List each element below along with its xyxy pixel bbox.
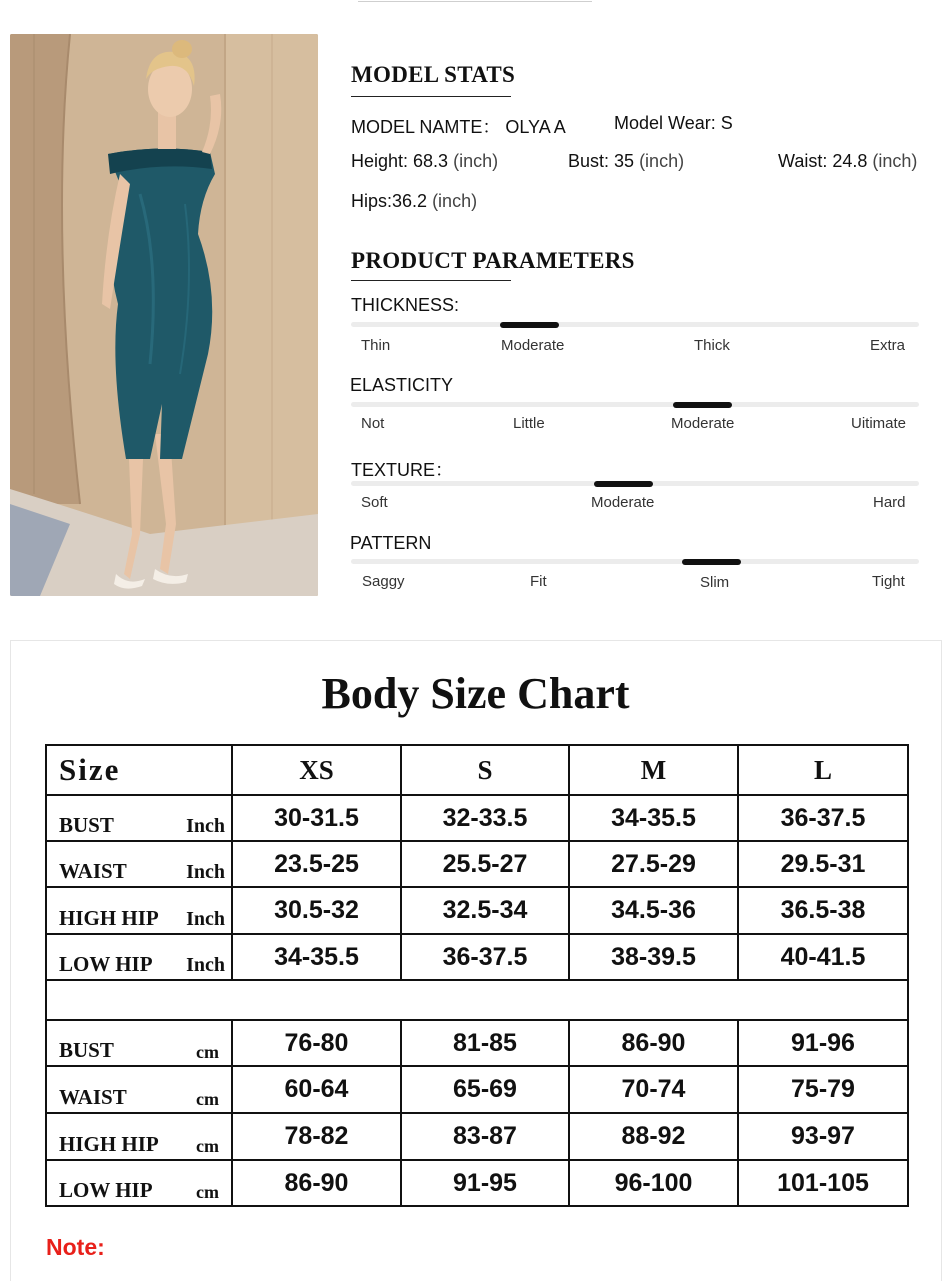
table-row	[46, 934, 908, 980]
param-title-pattern: PATTERN	[350, 533, 432, 553]
table-cell: 27.5-29	[569, 841, 738, 887]
thickness-tick-thin: Thin	[361, 337, 391, 354]
top-divider	[358, 1, 592, 2]
thickness-tick-extra: Extra	[870, 337, 906, 354]
model-hips	[351, 191, 477, 212]
row-unit: Inch	[186, 815, 225, 837]
size-table	[45, 744, 909, 1207]
table-row	[46, 887, 908, 934]
table-row	[46, 1160, 908, 1206]
model-wear: Model Wear: S	[614, 113, 733, 133]
pattern-tick-tight: Tight	[872, 573, 905, 590]
table-cell: 70-74	[569, 1066, 738, 1113]
model-photo	[10, 34, 318, 596]
thickness-tick-thick: Thick	[694, 337, 730, 354]
table-cell: 32.5-34	[401, 887, 569, 934]
param-title-thickness: THICKNESS:	[351, 295, 460, 315]
table-cell: 101-105	[738, 1160, 908, 1206]
row-label-cell	[46, 1020, 232, 1066]
hips-unit: (inch)	[432, 191, 478, 211]
row-label: HIGH HIP	[59, 1132, 159, 1156]
row-unit: cm	[196, 1182, 219, 1202]
table-cell: 91-96	[738, 1020, 908, 1066]
model-bust	[568, 151, 684, 172]
size-header-m: M	[569, 745, 738, 795]
product-parameters-heading: PRODUCT PARAMETERS	[351, 248, 635, 273]
product-parameters-underline	[351, 280, 511, 281]
row-label: LOW HIP	[59, 952, 153, 976]
bust-value: Bust: 35	[568, 151, 635, 171]
size-header-l: L	[738, 745, 908, 795]
size-header-s: S	[401, 745, 569, 795]
texture-track	[351, 481, 919, 486]
param-title-elasticity: ELASTICITY	[350, 375, 454, 395]
texture-tick-moderate: Moderate	[591, 494, 655, 511]
model-waist	[778, 151, 917, 172]
size-header-row	[46, 745, 908, 795]
table-cell: 96-100	[569, 1160, 738, 1206]
row-unit: Inch	[186, 954, 225, 976]
elasticity-indicator	[673, 402, 732, 408]
row-label-cell	[46, 841, 232, 887]
row-label: BUST	[59, 813, 114, 837]
elasticity-tick-little: Little	[513, 415, 545, 432]
thickness-indicator	[500, 322, 559, 328]
param-title-texture: TEXTURE：	[351, 460, 454, 480]
pattern-tick-fit: Fit	[530, 573, 547, 590]
row-label-cell	[46, 1066, 232, 1113]
table-cell: 93-97	[738, 1113, 908, 1160]
elasticity-tick-ultimate: Uitimate	[851, 415, 907, 432]
size-header-xs: XS	[232, 745, 401, 795]
table-cell: 32-33.5	[401, 795, 569, 841]
table-cell: 30.5-32	[232, 887, 401, 934]
table-cell: 88-92	[569, 1113, 738, 1160]
pattern-tick-saggy: Saggy	[362, 573, 405, 590]
model-name: MODEL NAMTE： OLYA A	[351, 117, 566, 137]
table-cell: 86-90	[232, 1160, 401, 1206]
table-row	[46, 841, 908, 887]
row-label: LOW HIP	[59, 1178, 153, 1202]
model-stats-heading: MODEL STATS	[351, 62, 516, 87]
table-cell: 36-37.5	[738, 795, 908, 841]
table-cell: 40-41.5	[738, 934, 908, 980]
row-label: BUST	[59, 1038, 114, 1062]
bust-unit: (inch)	[639, 151, 685, 171]
table-cell: 38-39.5	[569, 934, 738, 980]
texture-tick-soft: Soft	[361, 494, 388, 511]
pattern-tick-slim: Slim	[700, 574, 730, 591]
height-unit: (inch)	[453, 151, 499, 171]
row-label-cell	[46, 1113, 232, 1160]
model-stats-underline	[351, 96, 511, 97]
table-cell: 91-95	[401, 1160, 569, 1206]
row-label: WAIST	[59, 1085, 127, 1109]
table-row	[46, 1020, 908, 1066]
spacer-cell	[46, 980, 908, 1020]
thickness-tick-moderate: Moderate	[501, 337, 565, 354]
table-cell: 34.5-36	[569, 887, 738, 934]
row-unit: Inch	[186, 908, 225, 930]
table-cell: 65-69	[401, 1066, 569, 1113]
pattern-indicator	[682, 559, 741, 565]
table-row	[46, 1113, 908, 1160]
waist-unit: (inch)	[872, 151, 918, 171]
elasticity-tick-not: Not	[361, 415, 385, 432]
texture-indicator	[594, 481, 653, 487]
table-spacer-row	[46, 980, 908, 1020]
table-cell: 86-90	[569, 1020, 738, 1066]
elasticity-tick-moderate: Moderate	[671, 415, 735, 432]
row-label-cell	[46, 887, 232, 934]
table-cell: 83-87	[401, 1113, 569, 1160]
hips-value: Hips:36.2	[351, 191, 428, 211]
table-cell: 78-82	[232, 1113, 401, 1160]
row-label-cell	[46, 934, 232, 980]
row-unit: cm	[196, 1089, 219, 1109]
texture-tick-hard: Hard	[873, 494, 906, 511]
row-unit: cm	[196, 1042, 219, 1062]
table-cell: 36-37.5	[401, 934, 569, 980]
row-label-cell	[46, 795, 232, 841]
note-label: Note:	[46, 1234, 105, 1260]
table-cell: 29.5-31	[738, 841, 908, 887]
table-cell: 75-79	[738, 1066, 908, 1113]
pattern-track	[351, 559, 919, 564]
model-height	[351, 151, 498, 172]
table-cell: 30-31.5	[232, 795, 401, 841]
height-value: Height: 68.3	[351, 151, 449, 171]
table-cell: 25.5-27	[401, 841, 569, 887]
table-cell: 34-35.5	[569, 795, 738, 841]
table-row	[46, 1066, 908, 1113]
elasticity-track	[351, 402, 919, 407]
table-cell: 76-80	[232, 1020, 401, 1066]
row-label: HIGH HIP	[59, 906, 159, 930]
row-label-cell	[46, 1160, 232, 1206]
waist-value: Waist: 24.8	[778, 151, 868, 171]
table-cell: 81-85	[401, 1020, 569, 1066]
size-chart-title: Body Size Chart	[321, 669, 630, 718]
row-unit: Inch	[186, 861, 225, 883]
size-header-label: Size	[46, 745, 232, 795]
row-label: WAIST	[59, 859, 127, 883]
table-cell: 23.5-25	[232, 841, 401, 887]
table-cell: 34-35.5	[232, 934, 401, 980]
table-cell: 60-64	[232, 1066, 401, 1113]
thickness-track	[351, 322, 919, 327]
table-row	[46, 795, 908, 841]
table-cell: 36.5-38	[738, 887, 908, 934]
row-unit: cm	[196, 1136, 219, 1156]
